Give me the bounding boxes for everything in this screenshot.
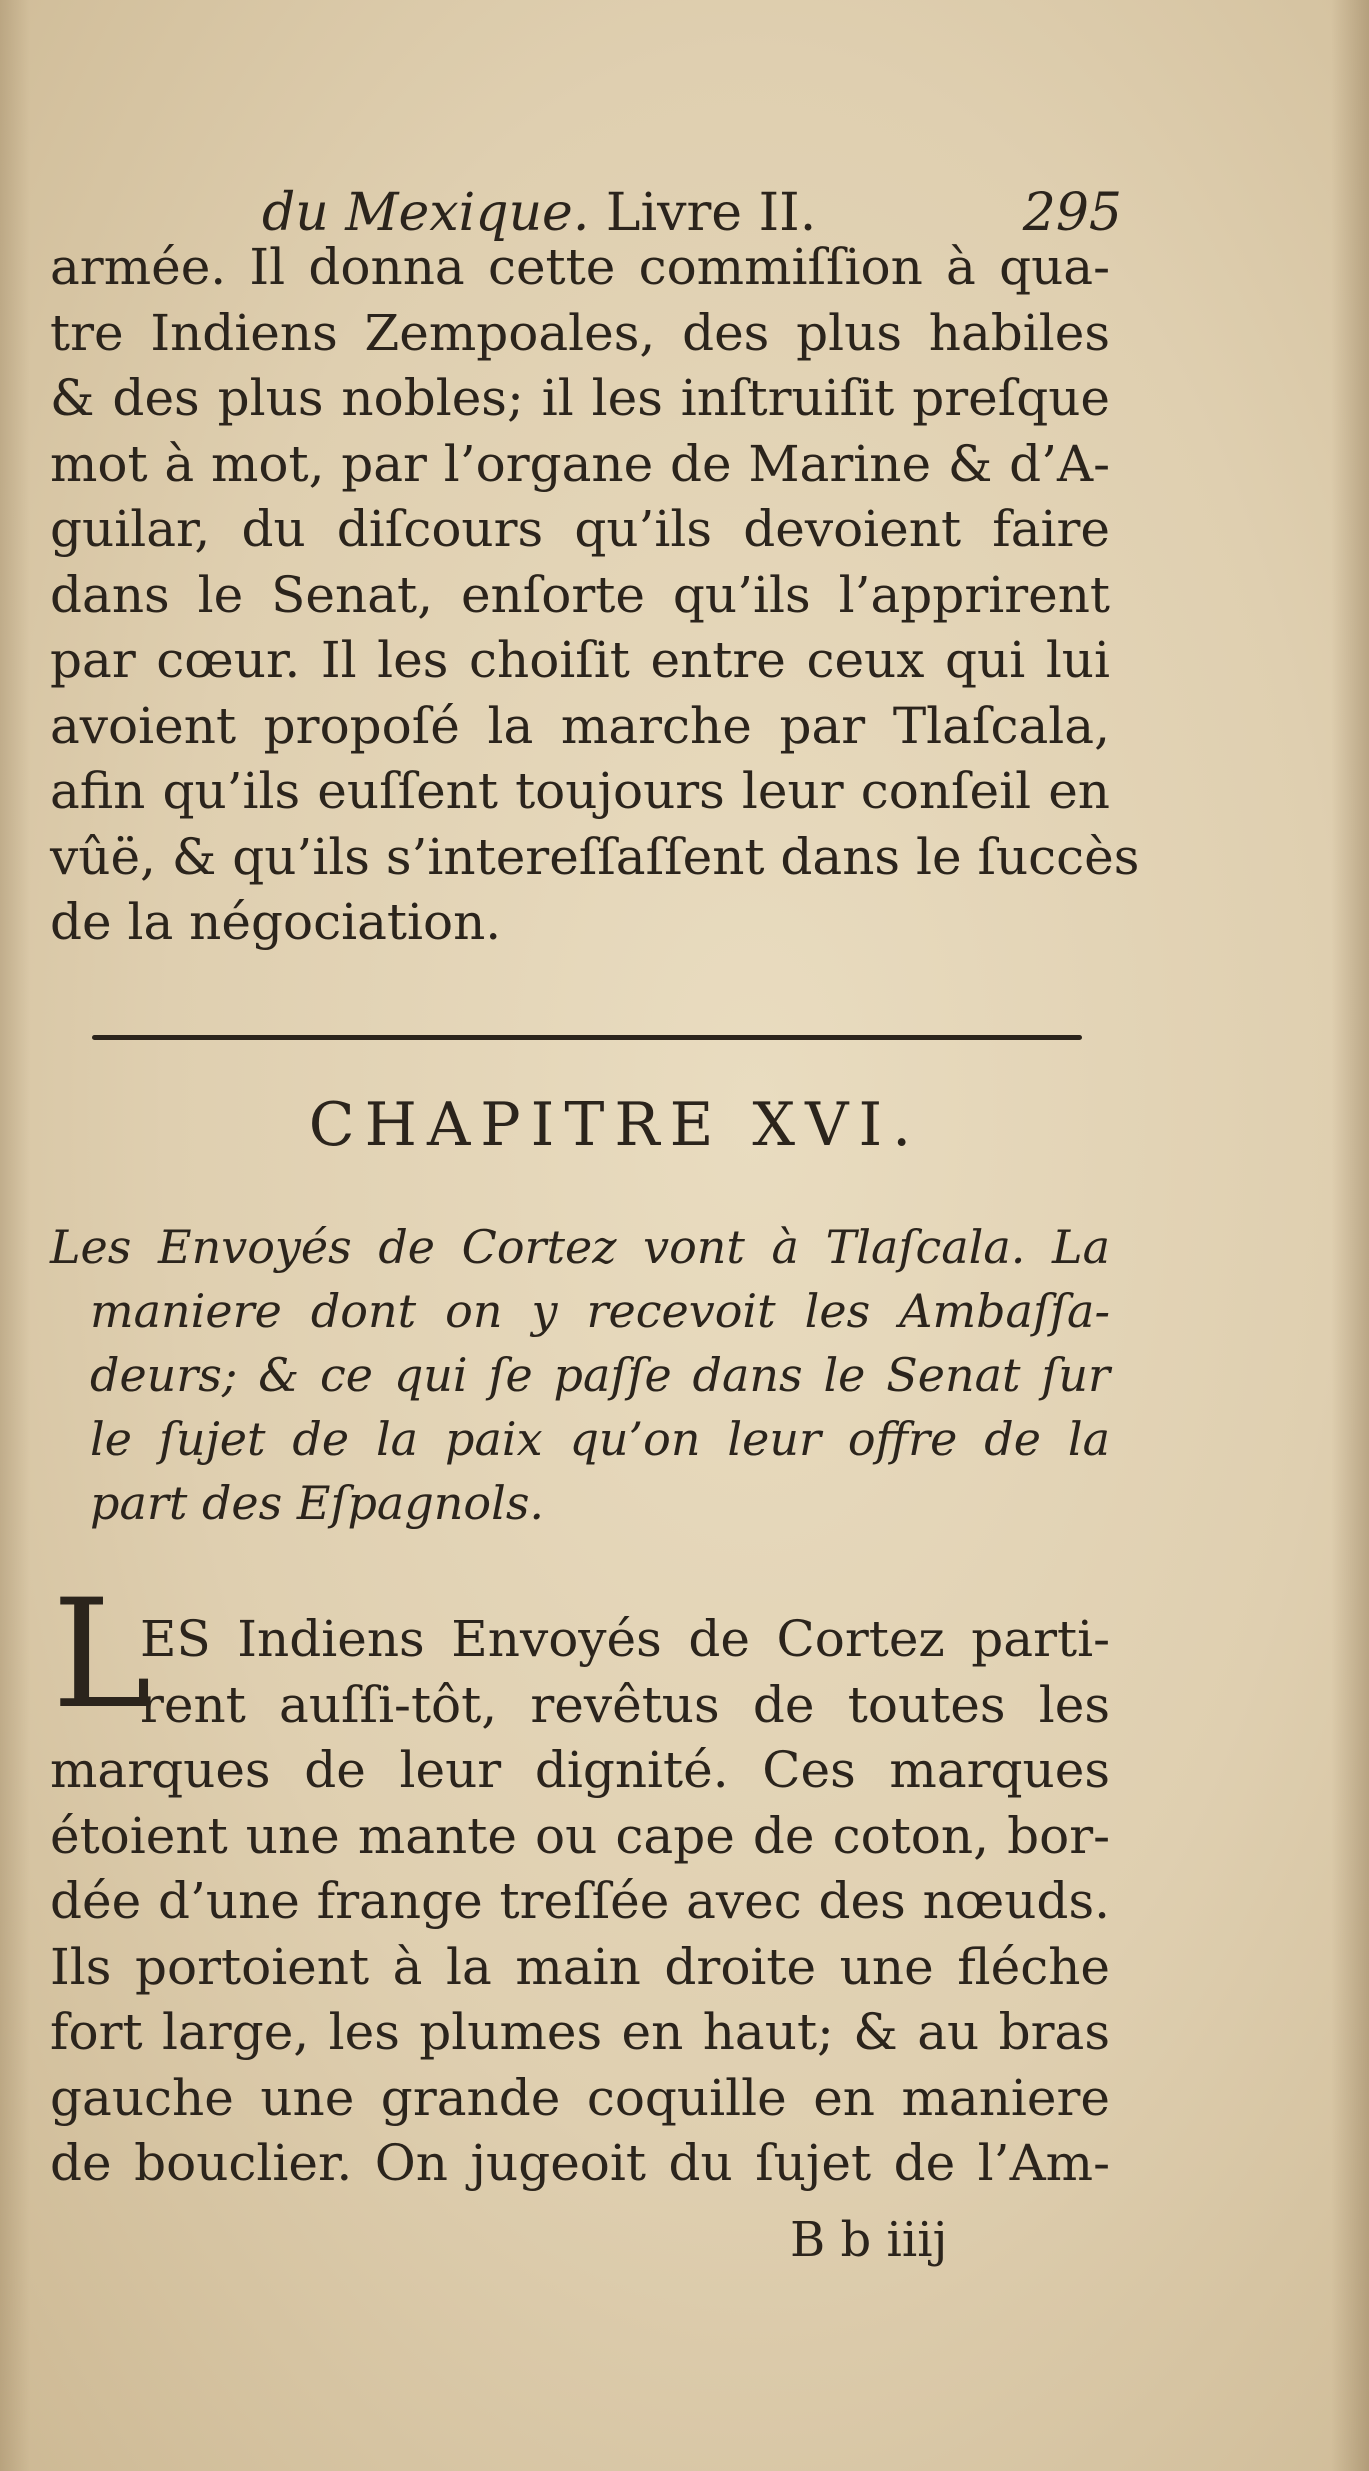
running-title-italic: du Mexique.: [262, 183, 590, 243]
text-line: dans le Senat, enſorte qu’ils l’apprirent: [50, 565, 1110, 624]
summary-line: part des Eſpagnols.: [90, 1476, 545, 1530]
text-line: par cœur. Il les choiſit entre ceux qui lui: [50, 631, 1110, 689]
text-line: de la négociation.: [50, 893, 502, 951]
paragraph-opening: [50, 1607, 1110, 2197]
page-gutter-shadow: [0, 0, 30, 2471]
text-line: armée. Il donna cette commiſſion à qua-: [50, 238, 1110, 296]
chapter-heading: CHAPITRE XVI.: [308, 1090, 922, 1160]
chapter-summary: [50, 1215, 1110, 1535]
signature-mark: B b iiij: [790, 2212, 948, 2268]
text-line: de bouclier. On jugeoit du ſujet de l’Am-: [50, 2134, 1110, 2192]
text-line: Ils portoient à la main droite une fléche: [50, 1937, 1110, 1996]
text-line: rent auſſi-tôt, revêtus de toutes les: [140, 1675, 1110, 1734]
text-line: ES Indiens Envoyés de Cortez parti-: [140, 1610, 1110, 1668]
drop-capital: L: [52, 1568, 152, 1742]
text-line: vûë, & qu’ils s’intereſſaſſent dans le ſuccès: [50, 827, 1140, 886]
text-line: guilar, du diſcours qu’ils devoient faire: [50, 500, 1110, 558]
summary-line: le ſujet de la paix qu’on leur offre de la: [90, 1412, 1110, 1466]
page-edge-shadow: [1331, 0, 1369, 2471]
summary-line: maniere dont on y recevoit les Ambaſſa-: [90, 1284, 1110, 1338]
text-line: & des plus nobles; il les inſtruiſit preſque: [50, 369, 1110, 427]
text-line: fort large, les plumes en haut; & au bras: [50, 2003, 1110, 2061]
text-line: mot à mot, par l’organe de Marine & d’A-: [50, 434, 1110, 493]
summary-line: Les Envoyés de Cortez vont à Tlaſcala. La: [50, 1220, 1110, 1274]
page-number: 295: [1022, 183, 1122, 243]
text-line: marques de leur dignité. Ces marques: [50, 1741, 1110, 1799]
text-line: dée d’une frange treſſée avec des nœuds.: [50, 1872, 1110, 1930]
text-line: avoient propoſé la marche par Tlaſcala,: [50, 696, 1110, 755]
text-line: afin qu’ils euſſent toujours leur conſeil en: [50, 762, 1110, 820]
text-line: gauche une grande coquille en maniere: [50, 2068, 1110, 2127]
paragraph-continuation: [50, 235, 1140, 956]
section-divider-rule: [92, 1035, 1082, 1040]
summary-line: deurs; & ce qui ſe paſſe dans le Senat ſur: [90, 1348, 1110, 1402]
running-title-roman: Livre II.: [605, 183, 817, 243]
text-line: tre Indiens Zempoales, des plus habiles: [50, 303, 1110, 362]
text-line: étoient une mante ou cape de coton, bor-: [50, 1806, 1110, 1865]
